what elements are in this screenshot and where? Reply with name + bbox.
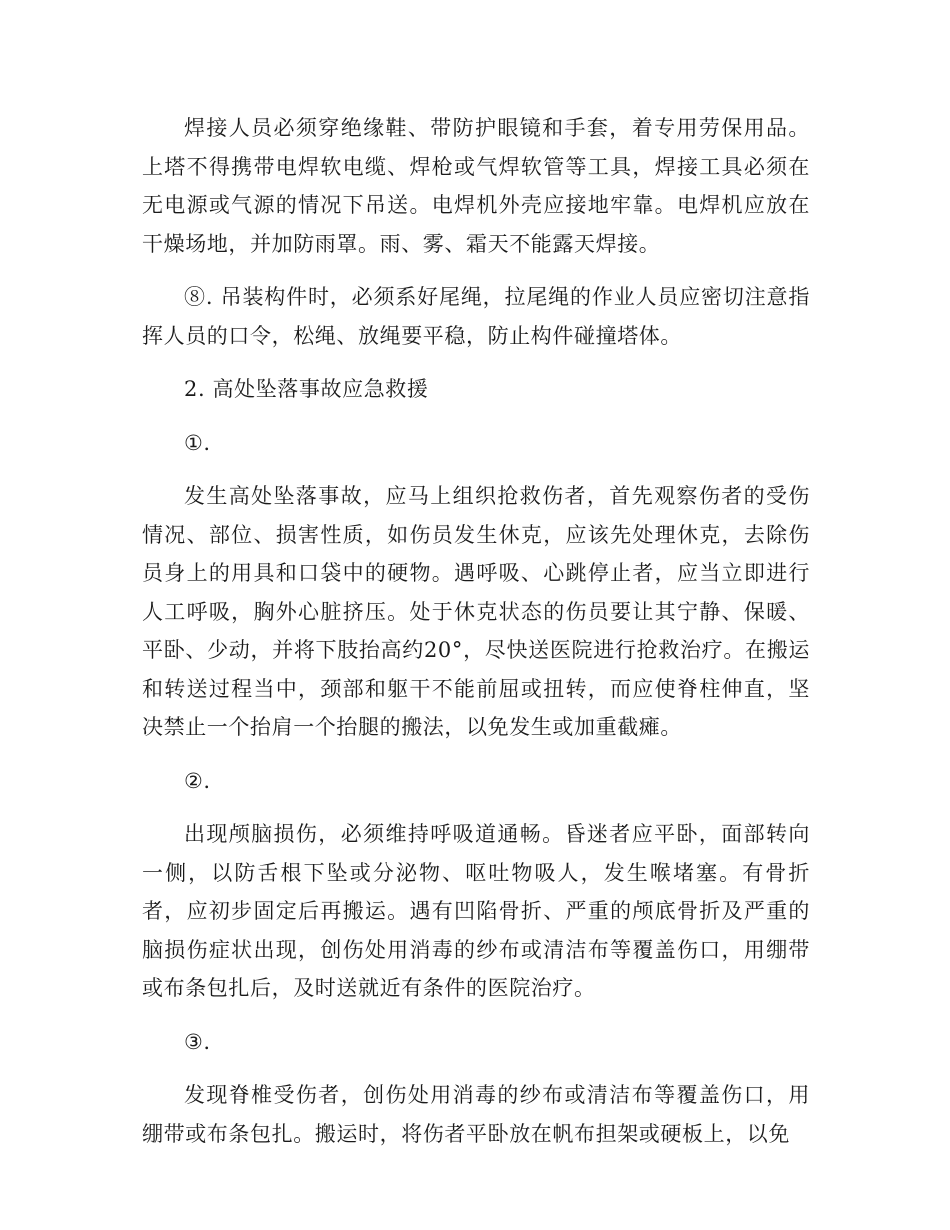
paragraph-head-injury: 出现颅脑损伤，必须维持呼吸道通畅。昏迷者应平卧，面部转向一侧，以防舌根下坠或分泌物、呕吐物吸人，发生喉堵塞。有骨折者，应初步固定后再搬运。遇有凹陷骨折、严重的颅底骨折及严重的脑损伤症状出现，创伤处用消毒的纱布或清洁布等覆盖伤口，用绷带或布条包扎后，及时送就近有条件的医院治疗。 bbox=[142, 822, 810, 1000]
paragraph-fall-first-aid: 发生高处坠落事故，应马上组织抢救伤者，首先观察伤者的受伤情况、部位、损害性质，如伤员发生休克，应该先处理休克，去除伤员身上的用具和口袋中的硬物。遇呼吸、心跳停止者，应当立即进行人工呼吸，胸外心脏挤压。处于休克状态的伤员要让其宁静、保暖、平卧、少动，并将下肢抬高约20°，尽快送医院进行抢救治疗。在搬运和转送过程当中，颈部和躯干不能前屈或扭转，而应使脊柱伸直，坚决禁止一个抬肩一个抬腿的搬法，以免发生或加重截瘫。 bbox=[142, 484, 810, 739]
section-heading-fall-rescue: 2. 高处坠落事故应急救援 bbox=[184, 377, 429, 401]
list-marker-2: ②. bbox=[184, 768, 211, 793]
document-body bbox=[142, 109, 810, 1153]
list-marker-3: ③. bbox=[184, 1029, 211, 1054]
list-marker-1: ①. bbox=[184, 430, 211, 455]
paragraph-welding-safety: 焊接人员必须穿绝缘鞋、带防护眼镜和手套，着专用劳保用品。上塔不得携带电焊软电缆、焊枪或气焊软管等工具，焊接工具必须在无电源或气源的情况下吊送。电焊机外壳应接地牢靠。电焊机应放在干燥场地，并加防雨罩。雨、雾、霜天不能露天焊接。 bbox=[142, 116, 810, 256]
paragraph-spine-injury: 发现脊椎受伤者，创伤处用消毒的纱布或清洁布等覆盖伤口，用绷带或布条包扎。搬运时，将伤者平卧放在帆布担架或硬板上，以免 bbox=[142, 1083, 810, 1146]
paragraph-item-8-hoisting: ⑧. 吊装构件时，必须系好尾绳，拉尾绳的作业人员应密切注意指挥人员的口令，松绳、放绳要平稳，防止构件碰撞塔体。 bbox=[142, 285, 810, 348]
